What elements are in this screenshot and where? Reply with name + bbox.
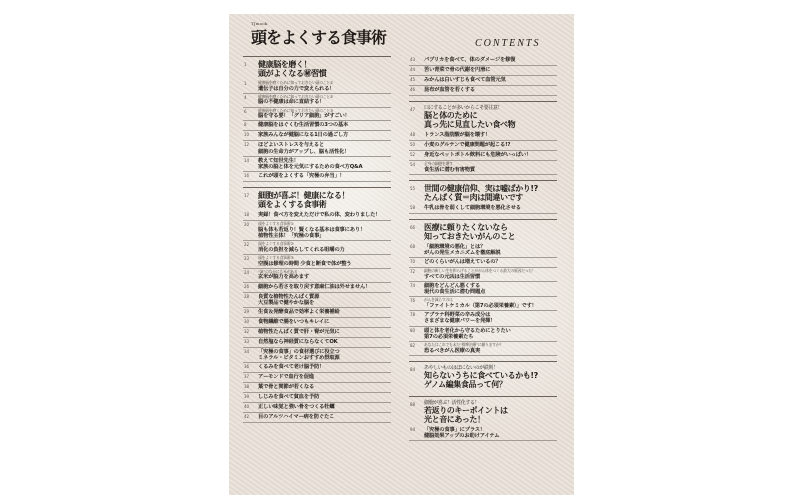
entry-title: 実録！食べ方を変えただけで私の体、変わりました！ [258,212,381,219]
toc-entry[interactable] [243,338,391,348]
toc-section [409,219,557,356]
toc-section [409,361,557,391]
toc-entry[interactable] [409,243,557,258]
toc-entry[interactable] [243,293,391,308]
section-page-number: 1 [244,62,247,67]
page-number: 37 [244,374,250,380]
toc-entry[interactable] [243,318,391,328]
entry-title: さまざまな健康パワーを発揮！ [424,318,496,325]
entry-title: 細胞の生命力がアップし、脳も活性化！ [258,148,350,155]
entry-title: 細胞をどんどん悪くする [424,283,481,289]
entry-title: 葉で骨と関節が若くなる [258,384,315,391]
section-title-line: 世間の健康信仰、実は嘘ばかり!? [424,183,538,193]
page-number: 18 [244,212,250,218]
entry-title: 脳も体も若返り！賢くなる基本は食事にあり！ [258,226,366,233]
page-number: 48 [410,132,416,137]
toc-entry[interactable] [409,151,557,161]
toc-entry[interactable] [409,56,557,66]
toc-right-top-list [409,56,557,96]
entry-title: 家族みんなが健脳になる1日の過ごし方 [258,132,349,139]
page-number: 30 [244,319,250,324]
toc-entry[interactable] [409,66,557,76]
page-number: 33 [244,339,250,344]
entry-title: ミネラル・ビタミンおすすめ摂取源 [258,355,340,362]
entry-subtitle: 頭をよくする食事術① [258,221,294,227]
toc-entry[interactable] [243,108,391,122]
toc-entry[interactable] [409,311,557,326]
entry-subtitle: 健康脳を磨くために知っておきたい頭のこと③ [258,107,334,113]
page-number: 70 [410,259,416,265]
toc-entry[interactable] [243,241,391,255]
page-number: 45 [410,77,416,82]
toc-entry[interactable] [243,383,391,393]
section-page-number: 84 [410,366,416,372]
page-number: 74 [410,283,416,288]
page-number: 23 [244,256,250,261]
entry-title: がんの発生メカニズムを徹底解説 [424,250,501,256]
toc-entry[interactable] [243,403,391,413]
entry-subtitle: がんを減らすのは [424,297,453,303]
entry-title: どのくらいがんは増えているの？ [424,259,501,266]
entry-title: 自然塩なら神経質にならなくてOK [258,339,338,345]
toc-section [409,396,557,441]
page-number: 94 [410,426,416,432]
page-number: 76 [410,298,416,304]
brand-label: TJmook [251,21,268,26]
toc-entry[interactable] [243,94,391,108]
toc-entry[interactable] [243,373,391,383]
entry-title: 植物性たんぱく質で肝・腎が元気に [258,329,340,335]
toc-section [243,187,391,423]
entry-title: 植物性主体！「究極の食事」 [258,233,325,239]
entry-title: 恐るべきがん医療の真実 [424,347,481,354]
page-number: 16 [244,173,250,179]
section-title-line: 頭をよくする食事術 [258,200,327,210]
entry-title: しじみを食べて貧血を予防 [258,394,320,401]
toc-section [409,101,557,175]
page-number: 36 [244,364,250,370]
page-number: 14 [244,157,250,163]
section-title-line: 真っ先に見直したい食べ物 [424,120,516,129]
page-number: 10 [244,132,250,138]
toc-entry[interactable] [243,221,391,241]
page-number: 52 [410,152,416,157]
page-number: 46 [410,87,416,92]
entry-title: 「ファイトケミカル（第7の必須栄養素）」です！ [424,303,537,309]
entry-title: くるみを食べて老け脳予防！ [258,364,325,371]
entry-title: 身近なペットボトル飲料にも危険がいっぱい！ [424,152,532,158]
entry-title: 第7の必須栄養素たち [424,333,474,340]
page-number: 50 [410,142,416,147]
toc-section [243,56,391,182]
page-number: 58 [410,204,416,210]
page-number: 80 [410,327,416,333]
entry-title: 空腹は修理の時間 少食と断食で体が整う [258,260,352,267]
entry-title: 消化の負担を減らしてくれる咀嚼の力 [258,246,345,253]
entry-title: 脳の不健康は命に直結する！ [258,99,325,106]
entry-title: 牛乳は骨を弱くして細胞環境を悪化させる [424,204,521,211]
page-number: 38 [244,384,250,390]
toc-entry[interactable] [243,413,391,423]
section-title-line: 細胞が喜ぶ！活性化する！ [424,399,480,406]
toc-entry[interactable] [243,328,391,338]
section-heading[interactable] [409,396,557,426]
page-number: 26 [244,283,250,289]
entry-title: 頭と体を老化から守るためにとりたい [424,327,511,334]
section-heading[interactable] [243,56,391,80]
section-title-line: 口にすることが多いからこそ要注意！ [424,105,503,111]
entry-title: アーモンドで血行を促進 [258,374,314,381]
entry-title: 良質な植物性たんぱく質源 [258,293,320,300]
page-number: 28 [244,293,250,299]
toc-entry[interactable] [409,268,557,282]
entry-title: 遺伝子は自分の力で変えられる！ [258,85,335,92]
toc-entry[interactable] [409,258,557,268]
toc-entry[interactable] [243,121,391,131]
entry-title: 現代の食生活に潜む問題点 [424,289,486,296]
page-number: 68 [410,243,416,249]
entry-subtitle: 細胞の新しい生を和らげることががん体をつくる最大の原因だった！ [424,268,536,274]
entry-title: 健康脳をはぐくむ生活習慣の3つの基本 [258,122,349,129]
section-title-line: 細胞が喜ぶ！健康になる！ [258,191,350,201]
toc-entry[interactable] [409,86,557,96]
page-number: 78 [410,312,416,318]
entry-title: すべての元凶は生活習慣 [424,273,480,280]
toc-entry[interactable] [243,80,391,94]
toc-entry[interactable] [243,211,391,221]
page-number: 72 [410,269,416,275]
toc-entry[interactable] [243,131,391,141]
section-heading[interactable] [409,219,557,243]
section-page-number: 17 [244,193,250,199]
toc-entry[interactable] [409,297,557,311]
entry-title: 正しい味覚と強い骨をつくる牡蠣 [258,404,335,411]
page-number: 22 [244,242,250,248]
toc-entry[interactable] [409,282,557,297]
toc-right-column [409,56,557,446]
section-page-number: 88 [410,401,416,407]
entry-title: 教えて知世先生！ [258,157,299,164]
toc-entry[interactable] [409,141,557,151]
page-number: 20 [244,222,250,228]
page-number: 39 [244,394,250,400]
entry-subtitle: 頭をよくする食事術③ [258,255,294,260]
toc-left-column [243,56,391,428]
entry-title: 大豆製品で健やかな脳を [258,299,315,306]
toc-entry[interactable] [243,255,391,269]
toc-entry[interactable] [243,363,391,373]
entry-title: 目のアルツハイマー病を防ぐたこ [258,414,335,421]
toc-entry[interactable] [243,308,391,318]
entry-title: 食生活に潜む有害物質 [424,166,475,173]
toc-entry[interactable] [409,342,557,356]
toc-entry[interactable] [243,157,391,172]
section-title-line: 脳と体のために [424,111,478,120]
section-title-line: 知らないうちに食べているかも!? [424,370,538,380]
toc-entry[interactable] [243,348,391,363]
toc-entry[interactable] [409,426,557,441]
page-number: 12 [244,142,250,148]
section-page-number: 55 [410,185,416,191]
toc-entry[interactable] [409,161,557,175]
toc-entry[interactable] [243,172,391,182]
page-number: 42 [244,414,250,420]
toc-entry[interactable] [243,283,391,293]
entry-subtitle: 頭をよくする食事術② [258,241,294,247]
entry-title: アブラナ科野菜の辛み成分は [424,312,491,319]
section-heading[interactable] [409,101,557,131]
page-number: 6 [244,108,247,114]
entry-title: 家族の脳と体を元気にするための食べ方Q&A [258,164,363,170]
section-heading[interactable] [409,180,557,204]
section-heading[interactable] [409,361,557,391]
entry-title: これが頭をよくする「究極の弁当」！ [258,173,345,180]
section-page-number: 47 [410,107,416,112]
entry-subtitle: 全身の細胞を壊す [424,161,453,166]
entry-title: 苦い青菜で骨の代謝を円滑に [424,67,491,73]
magazine-title: 頭をよくする食事術 [251,28,387,47]
section-title-line: 知っておきたいがんのこと [424,231,516,241]
toc-entry[interactable] [243,141,391,156]
toc-entry[interactable] [243,269,391,283]
entry-title: 食物繊維で腸をいつもキレイに [258,319,330,325]
entry-title: 脳を守る要！「グリア細胞」がすごい！ [258,113,350,120]
entry-subtitle: 健康脳を磨くために知っておきたい頭のこと② [258,93,334,99]
contents-heading: CONTENTS [475,38,541,49]
section-title-line: 健康脳を磨く！ [258,60,312,69]
entry-subtitle: “氣”のなかにも米がある [258,268,298,274]
page-number: 32 [244,329,250,334]
page-number: 1 [244,81,247,86]
page-number: 40 [244,404,250,410]
section-title-line: 頭がよくなる㊙習慣 [258,69,327,78]
toc-entry[interactable] [409,327,557,342]
page-number: 8 [244,122,247,128]
section-title-line: ゲノム編集食品って何？ [424,379,507,389]
section-heading[interactable] [243,187,391,211]
section-title-line: 光と音にあった！ [424,414,485,424]
entry-title: トランス脂肪酸が脳を壊す！ [424,132,491,138]
page-number: 82 [410,343,416,349]
entry-subtitle: あなたはこれでも未だ“標準治療”に頼りますか？ [424,342,504,348]
entry-title: 「究極の食事」の食材選びに役立つ [258,349,340,355]
entry-title: 健脳効果アップのお助けアイテム [424,433,500,440]
entry-title: 「細胞環境の悪化」とは？ [424,243,486,250]
page-number: 4 [244,94,247,100]
entry-title: 昆布が血管を若くする [424,87,475,93]
entry-title: 玄米が脳力を高めます [258,274,309,281]
entry-title: 生食＆発酵食品で効率よく栄養補給 [258,309,340,315]
entry-title: ほどよいストレスを与えると [258,142,325,149]
page-number: 54 [410,162,416,167]
section-page-number: 66 [410,224,416,230]
page-number: 34 [244,349,250,354]
section-title-line: あやしいものはほにないのが鉄則！ [424,364,498,371]
toc-entry[interactable] [409,131,557,141]
section-title-line: 若返りのキーポイントは [424,405,508,415]
page-number: 24 [244,269,250,275]
page-number: 29 [244,309,250,314]
section-title-line: 医療に頼りたくないなら [424,222,508,232]
toc-entry[interactable] [409,76,557,86]
entry-title: 「究極の食事」にプラス！ [424,426,486,433]
magazine-page [229,14,574,495]
entry-subtitle: 健康脳を磨くために知っておきたい頭のこと① [258,80,334,85]
entry-title: みかんは白いすじも食べて血管元気 [424,77,506,83]
entry-title: 細胞から若さを取り戻す意麻仁油は外せません！ [258,283,371,290]
section-title-line: たんぱく質＝肉は間違いです [424,192,523,202]
page-number: 43 [410,57,416,62]
toc-entry[interactable] [243,393,391,403]
entry-title: パプリカを食べて、体のダメージを修復 [424,57,516,63]
page-number: 44 [410,67,416,72]
toc-section [409,180,557,214]
toc-entry[interactable] [409,204,557,214]
entry-title: 小麦のグルテンで健康問題が起こる!? [424,142,511,148]
